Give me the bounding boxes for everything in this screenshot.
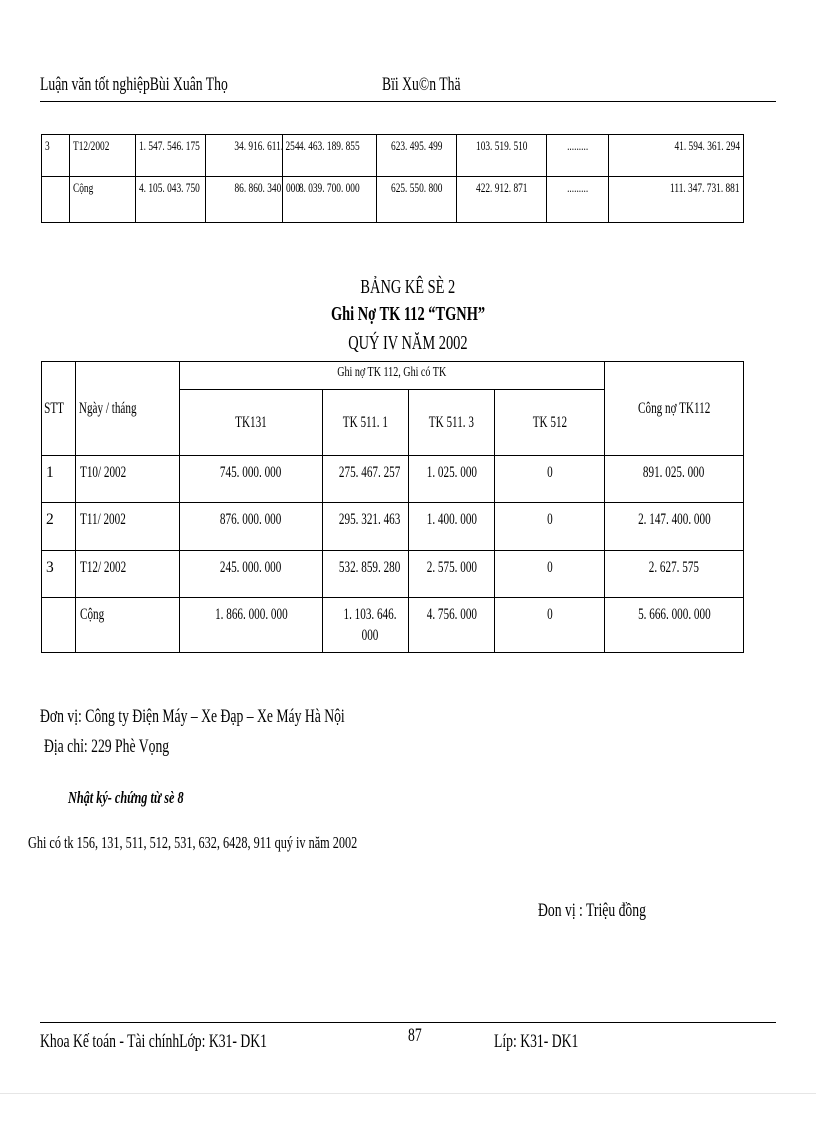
cell: ......... xyxy=(547,135,609,177)
cell: 0 xyxy=(495,456,605,503)
col-tk5113-header: TK 511. 3 xyxy=(409,390,495,456)
total-row xyxy=(42,598,744,653)
table-row xyxy=(42,503,744,551)
page-edge xyxy=(0,1093,816,1094)
footer-right: Líp: K31- DK1 xyxy=(494,1031,579,1052)
table2-subtitle: Ghi Nợ TK 112 “TGNH” xyxy=(330,303,486,325)
col-tk5111-header: TK 511. 1 xyxy=(323,390,409,456)
cell: 2. 575. 000 xyxy=(409,551,495,598)
cell: 86. 860. 340. 000 xyxy=(206,177,283,223)
table-row xyxy=(42,456,744,503)
cell: Cộng xyxy=(70,177,136,223)
cell: 41. 594. 361. 294 xyxy=(609,135,744,177)
cell: 1. 103. 646. 000 xyxy=(323,598,409,653)
footer-rule xyxy=(40,1022,776,1023)
cell: T11/ 2002 xyxy=(76,503,180,551)
cell xyxy=(42,177,70,223)
cell: T12/2002 xyxy=(70,135,136,177)
cell: Cộng xyxy=(76,598,180,653)
cell: 1. 547. 546. 175 xyxy=(136,135,206,177)
ledger-table xyxy=(41,361,744,653)
unit-line: Đơn vị: Công ty Điện Máy – Xe Đạp – Xe Máy Hà Nội xyxy=(40,706,345,727)
cell: 2. 147. 400. 000 xyxy=(605,503,744,551)
unit-note: Đon vị : Triệu đồng xyxy=(538,900,646,921)
cell: 3 xyxy=(42,135,70,177)
cell: 4. 105. 043. 750 xyxy=(136,177,206,223)
cell: 422. 912. 871 xyxy=(457,177,547,223)
table2-title: BẢNG KÊ SÈ 2 xyxy=(360,276,456,298)
header-rule xyxy=(40,101,776,102)
group-header: Ghi nợ TK 112, Ghi có TK xyxy=(180,362,605,390)
header-row xyxy=(42,362,744,390)
top-table xyxy=(41,134,744,223)
cell: 103. 519. 510 xyxy=(457,135,547,177)
header-left: Luận văn tốt nghiệpBùi Xuân Thọ xyxy=(40,74,228,95)
cell: 4. 756. 000 xyxy=(409,598,495,653)
table2-period: QUÝ IV NĂM 2002 xyxy=(348,332,468,354)
cell: T12/ 2002 xyxy=(76,551,180,598)
cell: 876. 000. 000 xyxy=(180,503,323,551)
col-tk131-header: TK131 xyxy=(180,390,323,456)
cell: 245. 000. 000 xyxy=(180,551,323,598)
cell: 3 xyxy=(42,551,76,598)
col-date-header: Ngày / tháng xyxy=(76,362,180,456)
cell: 275. 467. 257 xyxy=(323,456,409,503)
col-total-header: Công nợ TK112 xyxy=(605,362,744,456)
cell: 0 xyxy=(495,598,605,653)
cell: 111. 347. 731. 881 xyxy=(609,177,744,223)
cell: 1. 400. 000 xyxy=(409,503,495,551)
cell: 4. 463. 189. 855 xyxy=(283,135,377,177)
cell: 0 xyxy=(495,503,605,551)
cell: 891. 025. 000 xyxy=(605,456,744,503)
cell: 8. 039. 700. 000 xyxy=(283,177,377,223)
journal-title: Nhật ký- chứng từ sè 8 xyxy=(68,788,184,807)
cell: 623. 495. 499 xyxy=(377,135,457,177)
cell: 2. 627. 575 xyxy=(605,551,744,598)
cell: 0 xyxy=(495,551,605,598)
col-tk512-header: TK 512 xyxy=(495,390,605,456)
cell: 625. 550. 800 xyxy=(377,177,457,223)
cell: 745. 000. 000 xyxy=(180,456,323,503)
cell: 532. 859. 280 xyxy=(323,551,409,598)
cell: 2 xyxy=(42,503,76,551)
top-table-row xyxy=(42,135,744,177)
cell: ......... xyxy=(547,177,609,223)
credit-line: Ghi có tk 156, 131, 511, 512, 531, 632, 6428, 911 quý iv năm 2002 xyxy=(28,833,358,852)
table-row xyxy=(42,551,744,598)
cell: T10/ 2002 xyxy=(76,456,180,503)
address-line: Địa chỉ: 229 Phè Vọng xyxy=(44,736,170,757)
top-table-row xyxy=(42,177,744,223)
footer-left: Khoa Kế toán - Tài chínhLớp: K31- DK1 xyxy=(40,1031,267,1052)
cell xyxy=(42,598,76,653)
page-number: 87 xyxy=(408,1025,422,1046)
header-center: Bïi Xu©n Thä xyxy=(382,74,461,95)
cell: 1. 025. 000 xyxy=(409,456,495,503)
cell: 1 xyxy=(42,456,76,503)
cell: 34. 916. 611. 254 xyxy=(206,135,283,177)
cell: 295. 321. 463 xyxy=(323,503,409,551)
cell: 5. 666. 000. 000 xyxy=(605,598,744,653)
cell: 1. 866. 000. 000 xyxy=(180,598,323,653)
col-stt-header: STT xyxy=(42,362,76,456)
